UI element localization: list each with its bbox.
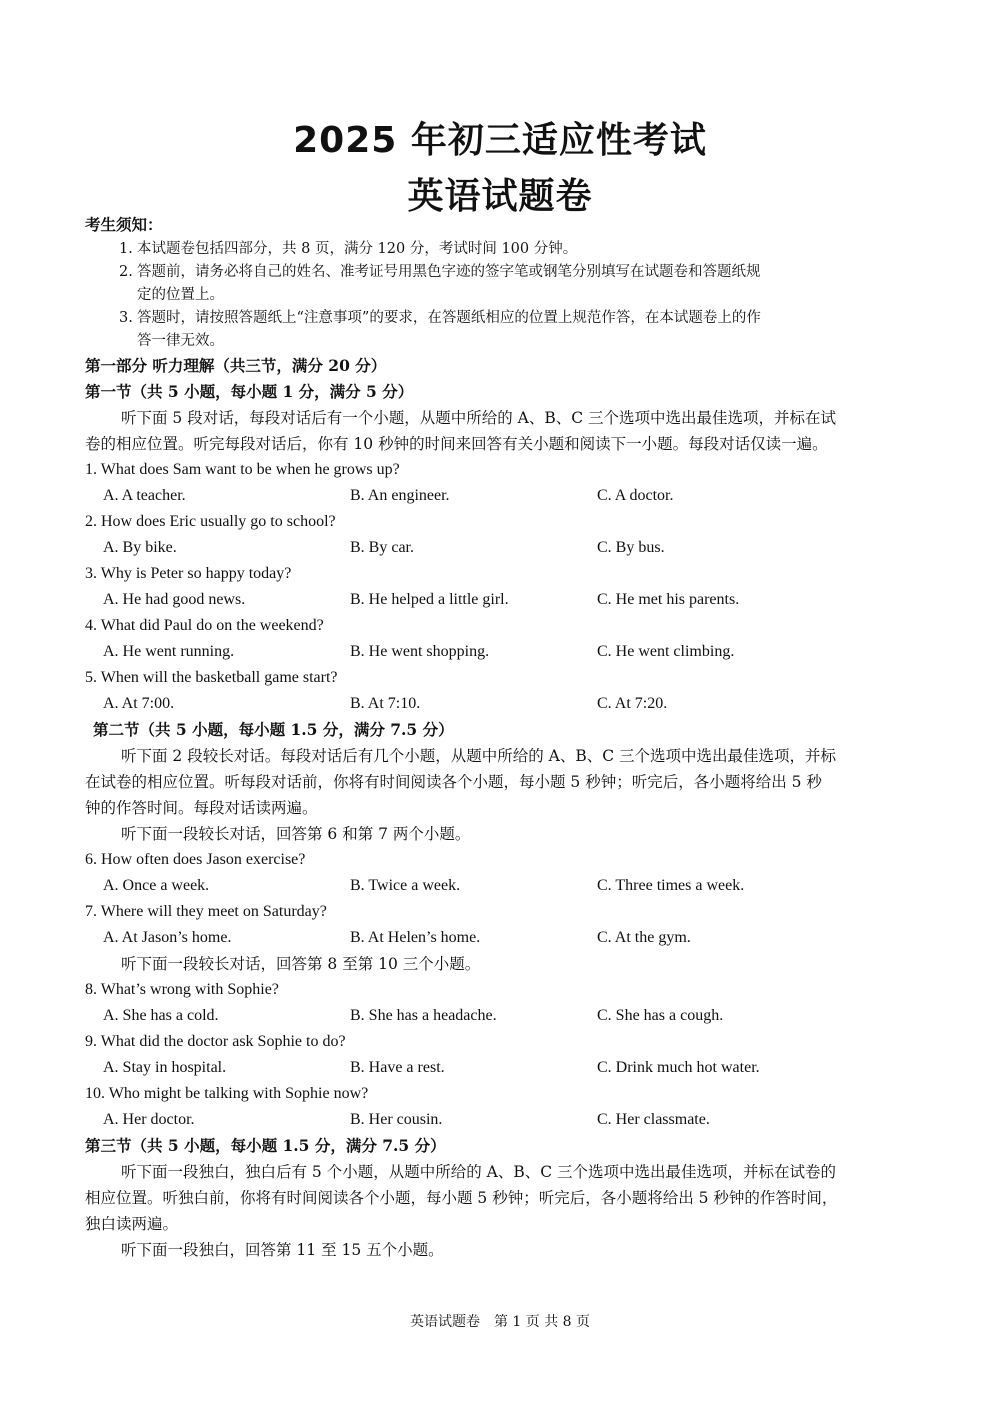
option-a: A. By bike. — [103, 539, 177, 556]
option-b: B. He helped a little girl. — [350, 591, 509, 608]
option-b: B. At 7:10. — [350, 695, 421, 712]
option-c: C. A doctor. — [597, 487, 674, 504]
notice-text: 答一律无效。 — [137, 333, 224, 349]
section3-instruction: 相应位置。听独白前，你将有时间阅读各个小题，每小题 5 秒钟；听完后，各小题将给出 5 秒钟的作答时间， — [85, 1189, 838, 1207]
option-b: B. By car. — [350, 539, 414, 556]
option-c: C. At 7:20. — [597, 695, 668, 712]
notice-item-continuation — [85, 284, 917, 307]
section2-instruction: 在试卷的相应位置。听每段对话前，你将有时间阅读各个小题，每小题 5 秒钟；听完后，各小题将给出 5 秒 — [85, 773, 822, 791]
section3-heading: 第三节（共 5 小题，每小题 1.5 分，满分 7.5 分） — [85, 1136, 446, 1155]
notice-text: 定的位置上。 — [137, 287, 224, 303]
option-c: C. Her classmate. — [597, 1111, 710, 1128]
section2-instruction: 听下面 2 段较长对话。每段对话后有几个小题，从题中所给的 A、B、C 三个选项中选出最佳选项，并标 — [121, 747, 837, 765]
question-2: 2. How does Eric usually go to school? — [85, 513, 336, 530]
option-c: C. She has a cough. — [597, 1007, 724, 1024]
options-6 — [85, 873, 917, 899]
option-b: B. An engineer. — [350, 487, 450, 504]
section2-heading: 第二节（共 5 小题，每小题 1.5 分，满分 7.5 分） — [93, 720, 454, 739]
question-4: 4. What did Paul do on the weekend? — [85, 617, 324, 634]
notice-item — [85, 307, 917, 330]
question-1: 1. What does Sam want to be when he grows up? — [85, 461, 400, 478]
dialog1-intro: 听下面一段较长对话，回答第 6 和第 7 两个小题。 — [121, 825, 471, 843]
question-10: 10. Who might be talking with Sophie now? — [85, 1085, 369, 1102]
options-2 — [85, 535, 917, 561]
option-a: A. A teacher. — [103, 487, 186, 504]
notice-item — [85, 261, 917, 284]
question-3: 3. Why is Peter so happy today? — [85, 565, 292, 582]
question-9: 9. What did the doctor ask Sophie to do? — [85, 1033, 346, 1050]
exam-title: 2025 年初三适应性考试 — [293, 120, 707, 161]
page-footer: 英语试题卷 第 1 页 共 8 页 — [409, 1314, 591, 1330]
option-b: B. Her cousin. — [350, 1111, 443, 1128]
options-9 — [85, 1055, 917, 1081]
option-b: B. Twice a week. — [350, 877, 461, 894]
option-a: A. Stay in hospital. — [103, 1059, 227, 1076]
option-a: A. He went running. — [103, 643, 235, 660]
options-10 — [85, 1107, 917, 1133]
option-c: C. He met his parents. — [597, 591, 740, 608]
option-a: A. At 7:00. — [103, 695, 175, 712]
section1-instruction: 听下面 5 段对话，每段对话后有一个小题，从题中所给的 A、B、C 三个选项中选出最佳选项，并标在试 — [121, 409, 837, 427]
option-a: A. At Jason’s home. — [103, 929, 232, 946]
part1-heading: 第一部分 听力理解（共三节，满分 20 分） — [85, 356, 387, 375]
options-4 — [85, 639, 917, 665]
option-c: C. Drink much hot water. — [597, 1059, 760, 1076]
question-6: 6. How often does Jason exercise? — [85, 851, 306, 868]
notice-num: 2. — [119, 264, 133, 280]
option-b: B. She has a headache. — [350, 1007, 497, 1024]
notice-text: 答题前，请务必将自己的姓名、准考证号用黑色字迹的签字笔或钢笔分别填写在试题卷和答题纸规 — [137, 264, 761, 280]
option-c: C. Three times a week. — [597, 877, 745, 894]
option-b: B. Have a rest. — [350, 1059, 445, 1076]
notice-heading: 考生须知： — [85, 215, 163, 234]
option-b: B. At Helen’s home. — [350, 929, 481, 946]
section2-instruction: 钟的作答时间。每段对话读两遍。 — [85, 799, 318, 817]
notice-text: 本试题卷包括四部分，共 8 页，满分 120 分，考试时间 100 分钟。 — [137, 241, 578, 257]
notice-item-continuation — [85, 330, 917, 353]
monologue-intro: 听下面一段独白，回答第 11 至 15 五个小题。 — [121, 1241, 444, 1259]
option-a: A. He had good news. — [103, 591, 246, 608]
option-c: C. By bus. — [597, 539, 665, 556]
option-c: C. He went climbing. — [597, 643, 735, 660]
dialog2-intro: 听下面一段较长对话，回答第 8 至第 10 三个小题。 — [121, 955, 481, 973]
section3-instruction: 独白读两遍。 — [85, 1215, 179, 1233]
option-a: A. She has a cold. — [103, 1007, 219, 1024]
exam-subtitle: 英语试题卷 — [407, 176, 593, 217]
notice-num: 3. — [119, 310, 133, 326]
option-c: C. At the gym. — [597, 929, 691, 946]
options-3 — [85, 587, 917, 613]
option-a: A. Her doctor. — [103, 1111, 195, 1128]
question-5: 5. When will the basketball game start? — [85, 669, 338, 686]
notice-item — [85, 238, 917, 261]
question-7: 7. Where will they meet on Saturday? — [85, 903, 327, 920]
options-1 — [85, 483, 917, 509]
options-7 — [85, 925, 917, 951]
options-5 — [85, 691, 917, 717]
exam-content — [85, 212, 917, 1263]
option-b: B. He went shopping. — [350, 643, 490, 660]
option-a: A. Once a week. — [103, 877, 210, 894]
notice-num: 1. — [119, 241, 133, 257]
notice-text: 答题时，请按照答题纸上“注意事项”的要求，在答题纸相应的位置上规范作答，在本试题卷上的作 — [137, 310, 761, 326]
section3-instruction: 听下面一段独白，独白后有 5 个小题，从题中所给的 A、B、C 三个选项中选出最佳选项，并标在试卷的 — [121, 1163, 837, 1181]
section1-heading: 第一节（共 5 小题，每小题 1 分，满分 5 分） — [85, 382, 414, 401]
section1-instruction: 卷的相应位置。听完每段对话后，你有 10 秒钟的时间来回答有关小题和阅读下一小题。每段对话仅读一遍。 — [85, 435, 828, 453]
question-8: 8. What’s wrong with Sophie? — [85, 981, 279, 998]
options-8 — [85, 1003, 917, 1029]
